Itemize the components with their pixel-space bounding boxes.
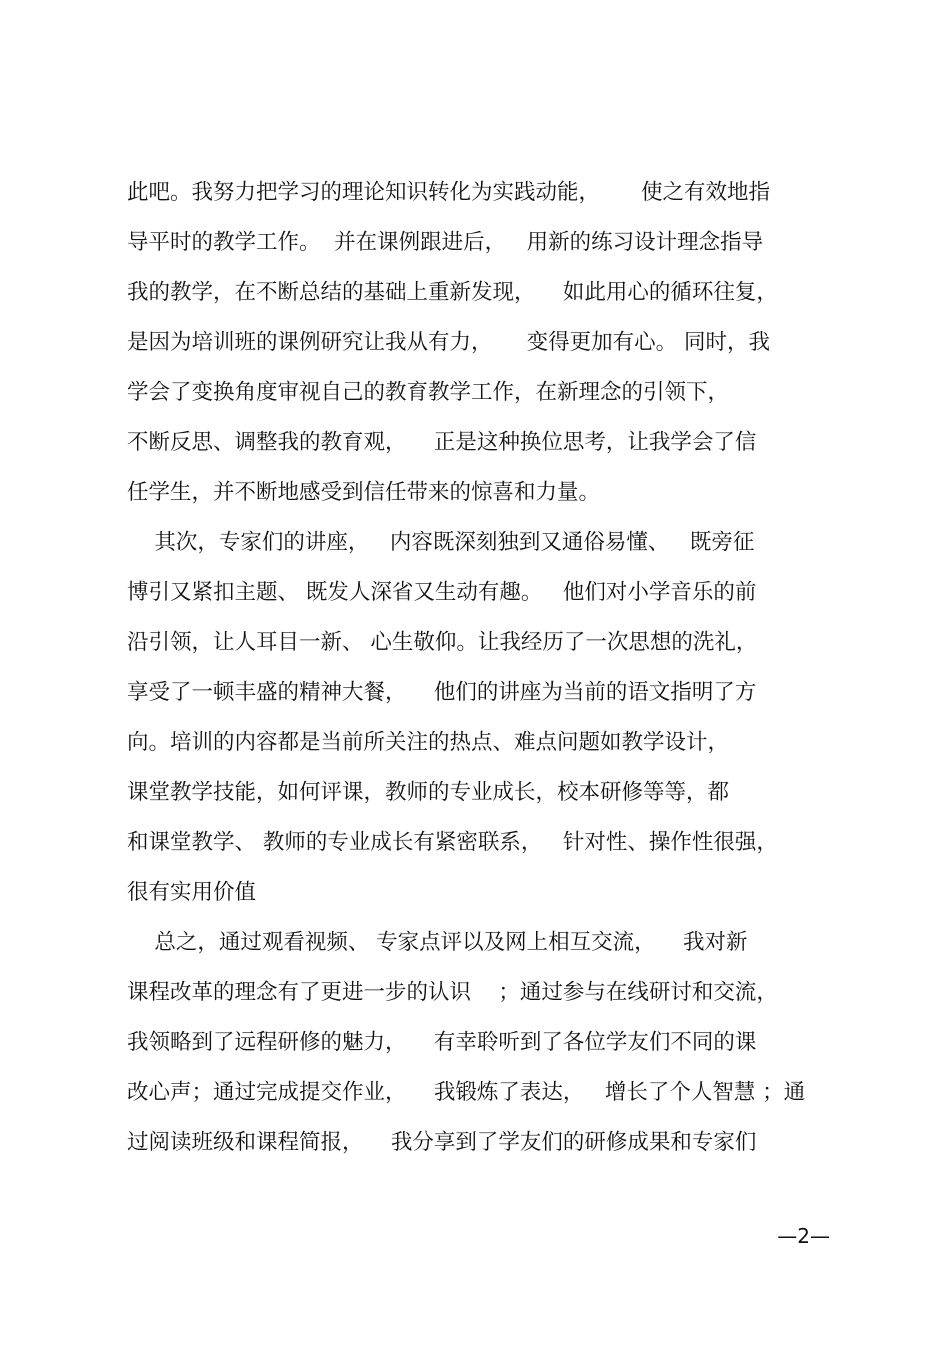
text-line: 过阅读班级和课程简报， 我分享到了学友们的研修成果和专家们	[127, 1130, 757, 1155]
text-line: 课程改革的理念有了更进一步的认识 ；通过参与在线研讨和交流，	[127, 980, 778, 1005]
text-line: 总之，通过观看视频、 专家点评以及网上相互交流， 我对新	[127, 930, 748, 955]
text-line: 课堂教学技能，如何评课，教师的专业成长，校本研修等等，都	[127, 780, 730, 805]
text-line: 导平时的教学工作。 并在课例跟进后， 用新的练习设计理念指导	[127, 230, 764, 255]
text-line: 很有实用价值	[127, 880, 257, 905]
text-line: 我领略到了远程研修的魅力， 有幸聆听到了各位学友们不同的课	[127, 1030, 757, 1055]
text-line: 博引又紧扣主题、 既发人深省又生动有趣。 他们对小学音乐的前	[127, 580, 757, 605]
text-line: 向。培训的内容都是当前所关注的热点、难点问题如教学设计，	[127, 730, 730, 755]
text-line: 学会了变换角度审视自己的教育教学工作，在新理念的引领下，	[127, 380, 730, 405]
text-line: 我的教学，在不断总结的基础上重新发现， 如此用心的循环往复，	[127, 280, 778, 305]
text-line: 此吧。我努力把学习的理论知识转化为实践动能， 使之有效地指	[127, 180, 771, 205]
text-line: 改心声；通过完成提交作业， 我锻炼了表达， 增长了个人智慧 ；通	[127, 1080, 806, 1105]
page-number: —2—	[777, 1224, 830, 1248]
text-line: 和课堂教学、 教师的专业成长有紧密联系， 针对性、操作性很强，	[127, 830, 778, 855]
text-line: 享受了一顿丰盛的精神大餐， 他们的讲座为当前的语文指明了方	[127, 680, 757, 705]
text-line: 是因为培训班的课例研究让我从有力， 变得更加有心。 同时，我	[127, 330, 771, 355]
text-line: 沿引领，让人耳目一新、 心生敬仰。让我经历了一次思想的洗礼，	[127, 630, 758, 655]
text-line: 不断反思、调整我的教育观， 正是这种换位思考，让我学会了信	[127, 430, 757, 455]
text-line: 其次，专家们的讲座， 内容既深刻独到又通俗易懂、 既旁征	[127, 530, 755, 555]
text-line: 任学生，并不断地感受到信任带来的惊喜和力量。	[127, 480, 601, 505]
